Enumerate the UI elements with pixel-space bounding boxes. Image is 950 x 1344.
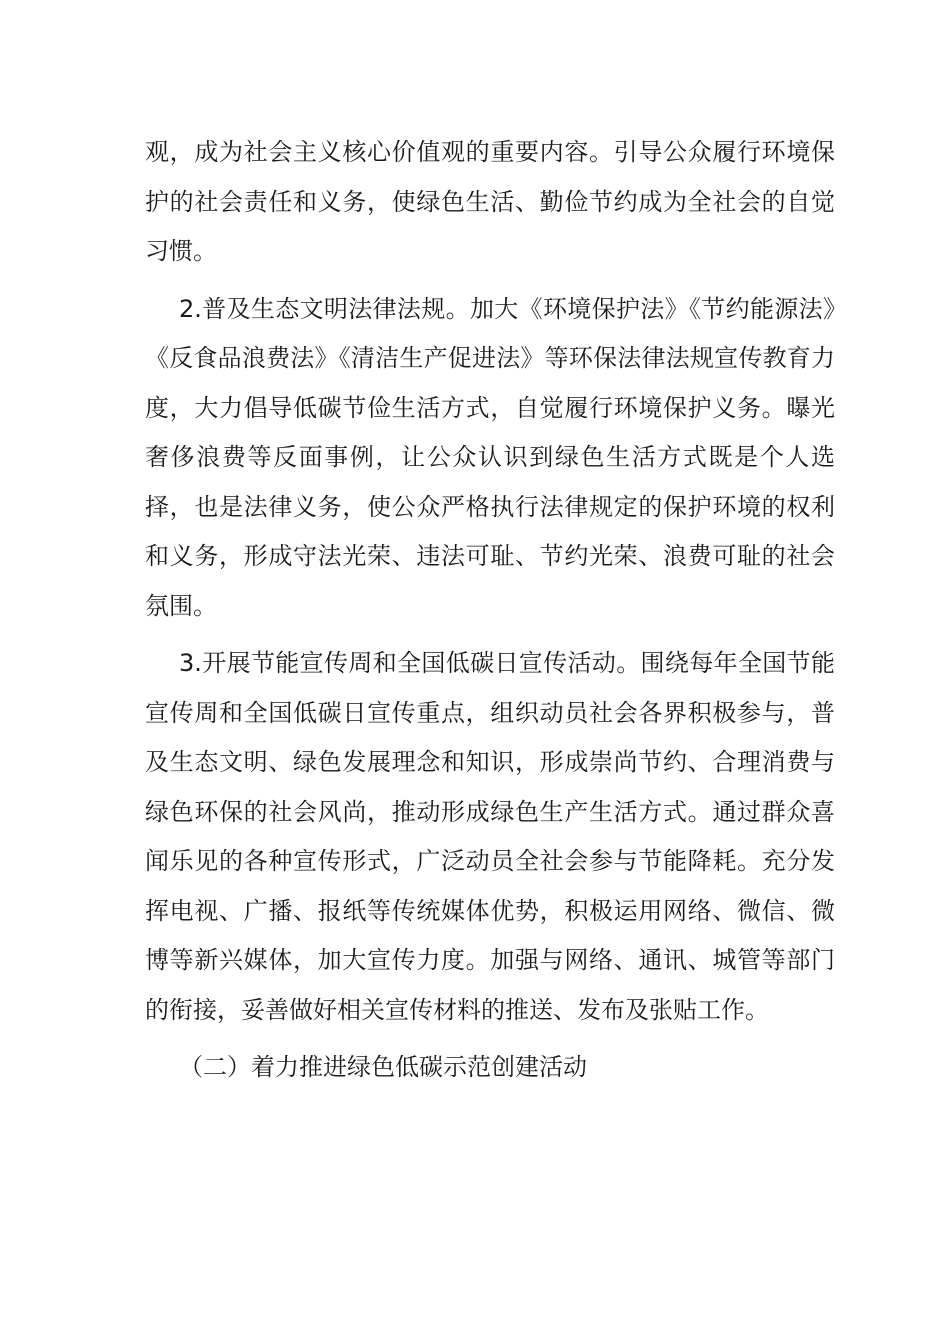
paragraph-item-2: 2.普及生态文明法律法规。加大《环境保护法》《节约能源法》《反食品浪费法》《清洁生产促进法》等环保法律法规宣传教育力度，大力倡导低碳节俭生活方式，自觉履行环境保护义务。曝光奢侈浪费等反面事例，让公众认识到绿色生活方式既是个人选择，也是法律义务，使公众严格执行法律规定的保护环境的权利和义务，形成守法光荣、违法可耻、节约光荣、浪费可耻的社会氛围。: [145, 294, 835, 620]
document-body: [145, 128, 835, 1101]
section-heading: （二）着力推进绿色低碳示范创建活动: [179, 1053, 587, 1081]
paragraph-item-3: 3.开展节能宣传周和全国低碳日宣传活动。围绕每年全国节能宣传周和全国低碳日宣传重点，组织动员社会各界积极参与，普及生态文明、绿色发展理念和知识，形成崇尚节约、合理消费与绿色环保的社会风尚，推动形成绿色生产生活方式。通过群众喜闻乐见的各种宣传形式，广泛动员全社会参与节能降耗。充分发挥电视、广播、报纸等传统媒体优势，积极运用网络、微信、微博等新兴媒体，加大宣传力度。加强与网络、通讯、城管等部门的衔接，妥善做好相关宣传材料的推送、发布及张贴工作。: [145, 649, 835, 1024]
paragraph-continuation: 观，成为社会主义核心价值观的重要内容。引导公众履行环境保护的社会责任和义务，使绿色生活、勤俭节约成为全社会的自觉习惯。: [145, 138, 835, 265]
